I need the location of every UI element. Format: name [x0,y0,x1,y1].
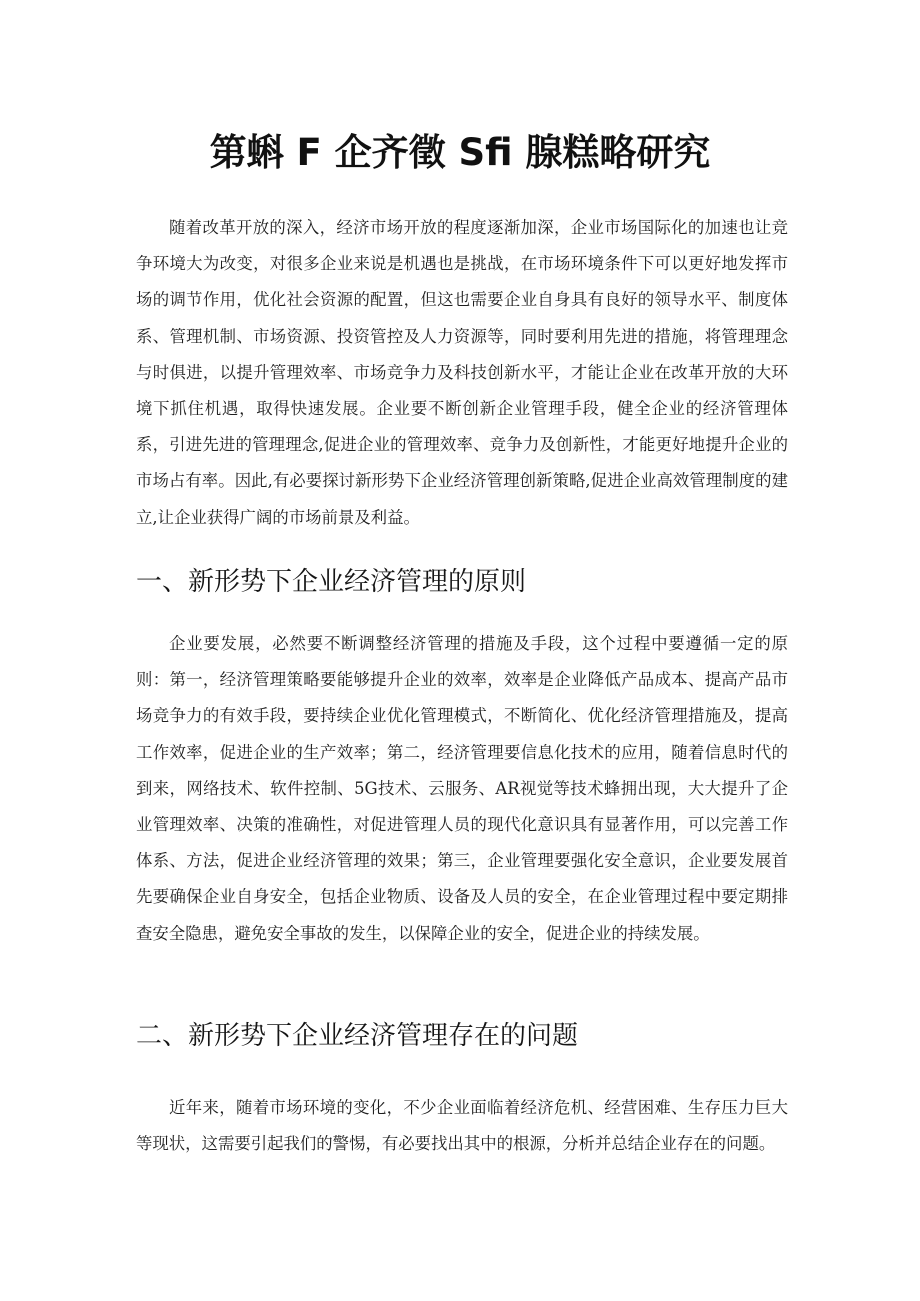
intro-paragraph: 随着改革开放的深入，经济市场开放的程度逐渐加深，企业市场国际化的加速也让竞争环境大为改变，对很多企业来说是机遇也是挑战，在市场环境条件下可以更好地发挥市场的调节作用，优化社会资源的配置，但这也需要企业自身具有良好的领导水平、制度体系、管理机制、市场资源、投资管控及人力资源等，同时要利用先进的措施，将管理理念与时俱进，以提升管理效率、市场竞争力及科技创新水平，才能让企业在改革开放的大环境下抓住机遇，取得快速发展。企业要不断创新企业管理手段，健全企业的经济管理体系，引进先进的管理理念,促进企业的管理效率、竞争力及创新性，才能更好地提升企业的市场占有率。因此,有必要探讨新形势下企业经济管理创新策略,促进企业高效管理制度的建立,让企业获得广阔的市场前景及利益。 [136,218,788,527]
section-paragraph-problems: 近年来，随着市场环境的变化，不少企业面临着经济危机、经营困难、生存压力巨大等现状，这需要引起我们的警惕，有必要找出其中的根源，分析并总结企业存在的问题。 [136,1098,788,1154]
section-heading-principles: 一、新形势下企业经济管理的原则 [136,567,527,597]
document-title: 第蝌 F 企齐徵 Sfi 腺糕略研究 [209,131,711,174]
section-paragraph-principles: 企业要发展，必然要不断调整经济管理的措施及手段，这个过程中要遵循一定的原则：第一，经济管理策略要能够提升企业的效率，效率是企业降低产品成本、提高产品市场竞争力的有效手段，要持续企业优化管理模式，不断简化、优化经济管理措施及，提高工作效率，促进企业的生产效率；第二，经济管理要信息化技术的应用，随着信息时代的到来，网络技术、软件控制、5G技术、云服务、AR视觉等技术蜂拥出现，大大提升了企业管理效率、决策的准确性，对促进管理人员的现代化意识具有显著作用，可以完善工作体系、方法，促进企业经济管理的效果；第三，企业管理要强化安全意识，企业要发展首先要确保企业自身安全，包括企业物质、设备及人员的安全，在企业管理过程中要定期排查安全隐患，避免安全事故的发生，以保障企业的安全，促进企业的持续发展。 [136,634,788,943]
section-heading-problems: 二、新形势下企业经济管理存在的问题 [136,1021,579,1051]
